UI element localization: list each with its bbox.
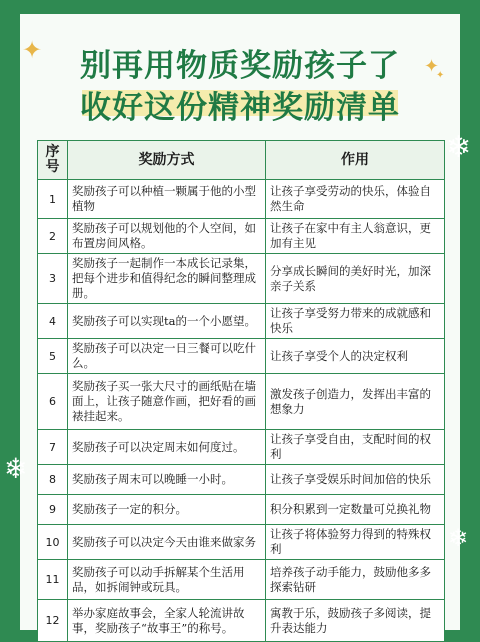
table-header-row bbox=[38, 141, 445, 180]
row-effect: 让孩子享受个人的决定权利 bbox=[266, 339, 445, 374]
star-icon: ✦ bbox=[22, 36, 43, 64]
row-effect: 激发孩子创造力，发挥出丰富的想象力 bbox=[266, 374, 445, 430]
table-row bbox=[38, 430, 445, 465]
row-method: 奖励孩子可以种植一颗属于他的小型植物 bbox=[68, 180, 266, 219]
row-method: 奖励孩子可以决定周末如何度过。 bbox=[68, 430, 266, 465]
row-effect: 让孩子享受努力带来的成就感和快乐 bbox=[266, 304, 445, 339]
page-title-line2: 收好这份精神奖励清单 bbox=[80, 90, 400, 126]
snowflake-icon: ❄ bbox=[446, 130, 472, 165]
snowflake-icon: ❄ bbox=[4, 452, 28, 485]
row-effect: 让孩子享受自由，支配时间的权利 bbox=[266, 430, 445, 465]
row-effect: 让孩子享受娱乐时间加倍的快乐 bbox=[266, 465, 445, 495]
row-method: 奖励孩子可以决定今天由谁来做家务 bbox=[68, 525, 266, 560]
table-row bbox=[38, 600, 445, 642]
page-title-line1: 别再用物质奖励孩子了 bbox=[80, 48, 400, 84]
star-icon: ✦ bbox=[436, 70, 445, 81]
row-number: 7 bbox=[38, 430, 68, 465]
row-effect: 让孩子将体验努力得到的特殊权利 bbox=[266, 525, 445, 560]
row-method: 奖励孩子可以规划他的个人空间，如布置房间风格。 bbox=[68, 219, 266, 254]
row-number: 4 bbox=[38, 304, 68, 339]
row-method: 奖励孩子可以决定一日三餐可以吃什么。 bbox=[68, 339, 266, 374]
table-row bbox=[38, 180, 445, 219]
row-number: 8 bbox=[38, 465, 68, 495]
row-number: 10 bbox=[38, 525, 68, 560]
row-number: 1 bbox=[38, 180, 68, 219]
table-row bbox=[38, 304, 445, 339]
row-number: 12 bbox=[38, 600, 68, 642]
table-row bbox=[38, 525, 445, 560]
row-number: 3 bbox=[38, 254, 68, 304]
table-row bbox=[38, 560, 445, 600]
snowflake-icon: ❄ bbox=[448, 524, 469, 552]
row-effect: 培养孩子动手能力，鼓励他多多探索钻研 bbox=[266, 560, 445, 600]
row-number: 2 bbox=[38, 219, 68, 254]
row-effect: 让孩子在家中有主人翁意识，更加有主见 bbox=[266, 219, 445, 254]
table-row bbox=[38, 339, 445, 374]
header-number: 序号 bbox=[38, 141, 68, 180]
row-method: 奖励孩子可以实现ta的一个小愿望。 bbox=[68, 304, 266, 339]
header-method: 奖励方式 bbox=[68, 141, 266, 180]
row-number: 9 bbox=[38, 495, 68, 525]
row-effect: 让孩子享受劳动的快乐，体验自然生命 bbox=[266, 180, 445, 219]
row-effect: 寓教于乐，鼓励孩子多阅读，提升表达能力 bbox=[266, 600, 445, 642]
row-number: 6 bbox=[38, 374, 68, 430]
row-effect: 分享成长瞬间的美好时光，加深亲子关系 bbox=[266, 254, 445, 304]
row-method: 奖励孩子周末可以晚睡一小时。 bbox=[68, 465, 266, 495]
row-method: 奖励孩子可以动手拆解某个生活用品，如拆闹钟或玩具。 bbox=[68, 560, 266, 600]
row-effect: 积分积累到一定数量可兑换礼物 bbox=[266, 495, 445, 525]
header-effect: 作用 bbox=[266, 141, 445, 180]
row-method: 举办家庭故事会，全家人轮流讲故事，奖励孩子“故事王”的称号。 bbox=[68, 600, 266, 642]
table-row bbox=[38, 374, 445, 430]
row-method: 奖励孩子一起制作一本成长记录集，把每个进步和值得纪念的瞬间整理成册。 bbox=[68, 254, 266, 304]
row-number: 5 bbox=[38, 339, 68, 374]
table-row bbox=[38, 465, 445, 495]
row-method: 奖励孩子买一张大尺寸的画纸贴在墙面上，让孩子随意作画，把好看的画裱挂起来。 bbox=[68, 374, 266, 430]
table-row bbox=[38, 219, 445, 254]
row-method: 奖励孩子一定的积分。 bbox=[68, 495, 266, 525]
reward-table bbox=[37, 140, 445, 642]
table-row bbox=[38, 495, 445, 525]
row-number: 11 bbox=[38, 560, 68, 600]
table-row bbox=[38, 254, 445, 304]
star-icon: ✦ bbox=[424, 56, 440, 77]
